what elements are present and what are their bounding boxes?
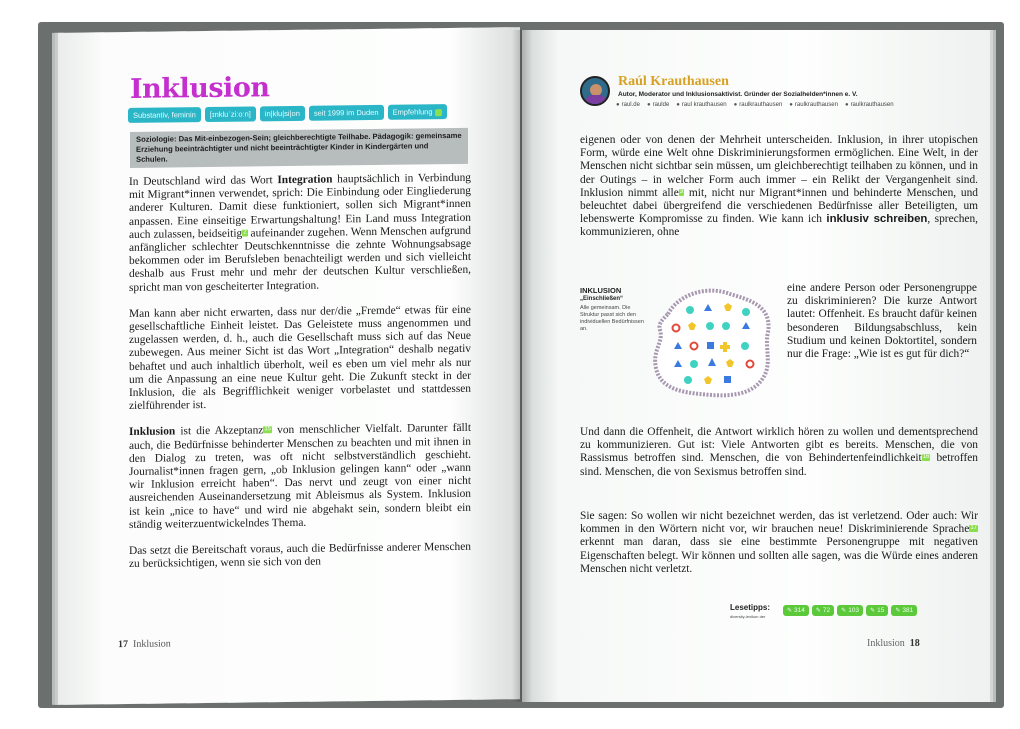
- lesetipps-list: [783, 605, 917, 616]
- text-run: betroffen sind. Menschen, die von Sexismus betroffen sind.: [580, 452, 978, 478]
- keyword-inklusiv-schreiben: inklusiv schreiben: [826, 213, 928, 226]
- inclusion-illustration: [650, 284, 776, 402]
- tag-pronunciation[interactable]: [ɪnkluˈziːoːn]: [205, 106, 256, 122]
- lesetipp-link[interactable]: ✎ 381: [891, 605, 917, 616]
- word-tags: [128, 104, 447, 123]
- social-link-1[interactable]: ● raulde: [647, 102, 669, 108]
- lesetipps-label: Lesetipps:: [730, 603, 771, 612]
- tag-recommendation[interactable]: [388, 104, 447, 120]
- right-page: [522, 30, 990, 702]
- infobox-description: Alle gemeinsam. Die Struktur passt sich den individuellen Bedürfnissen an.: [580, 305, 644, 332]
- social-link-4[interactable]: ● raulkrauthausen: [789, 102, 838, 108]
- text-run: In Deutschland wird das Wort: [129, 174, 278, 188]
- lesetipp-link[interactable]: ✎ 103: [837, 605, 863, 616]
- lesetipp-link[interactable]: ✎ 72: [812, 605, 834, 616]
- right-footer: [867, 638, 920, 649]
- page-title: Inklusion: [130, 72, 270, 105]
- paragraph: [580, 134, 978, 240]
- book-gutter: [512, 30, 532, 702]
- text-run: hauptsächlich in Verbindung mit Migrant*innen verwendet, sprich: Die Einbindung oder Eingliederung anderer Kulturen. Damit diese funktioniert, sollen sich Migrant*innen anpassen. Eine einseitige Erwartungshaltung! Ein Land muss Integration auch zulassen, beidseitig: [129, 171, 471, 241]
- shape-teal-circle: [706, 322, 714, 330]
- avatar: [580, 76, 610, 106]
- left-body-text: [129, 172, 471, 585]
- text-run: Sie sagen: So wollen wir nicht bezeichnet werden, das ist verletzend. Oder auch: Wir kommen in den Wörtern nicht vor, wir brauchen neue! Diskriminierende Sprache: [580, 510, 978, 536]
- shape-teal-circle: [722, 322, 730, 330]
- tag-word-class[interactable]: Substantiv, feminin: [128, 107, 201, 123]
- tag-duden[interactable]: seit 1999 im Duden: [309, 105, 384, 121]
- footnote-marker[interactable]: 3: [679, 188, 684, 195]
- shape-blue-square: [707, 342, 714, 349]
- paragraph: [129, 172, 471, 295]
- shape-teal-circle: [741, 342, 749, 350]
- check-icon: [435, 109, 442, 116]
- infobox-subheading: „Einschließen“: [580, 296, 624, 302]
- social-link-website[interactable]: ● raul.de: [616, 102, 640, 108]
- lesetipp-link[interactable]: ✎ 314: [783, 605, 809, 616]
- social-links: [616, 102, 894, 108]
- social-link-3[interactable]: ● raulkrauthausen: [734, 102, 783, 108]
- shape-teal-circle: [684, 376, 692, 384]
- shape-teal-circle: [686, 306, 694, 314]
- text-run: eigenen oder von denen der Mehrheit unterscheiden. Inklusion, in ihrer utopischen Form, würde eine Welt ohne Diskriminierungsformen ermöglichen. Eine Welt, in der Menschen nicht sichtbar sein müssen, um gleichberechtigt teilhaben zu können, und in der Outings – in welcher Form auch immer – ein Relikt der Vergangenheit sind. Inklusion nimmt alle: [580, 134, 978, 199]
- footer-title: Inklusion: [867, 638, 905, 649]
- infobox-heading: INKLUSION: [580, 286, 622, 295]
- page-number: 17: [118, 638, 128, 651]
- shape-teal-circle: [742, 308, 750, 316]
- paragraph: Das setzt die Bereitschaft voraus, auch die Bedürfnisse anderer Menschen zu berücksichtigen, wenn sie sich von den: [129, 540, 471, 571]
- left-footer: [118, 638, 171, 650]
- text-run: mit, nicht nur Migrant*innen und behinderte Menschen, und beleuchtet dabei übergreifend die verschiedenen Bedürfnisse aller Beteiligten, um lebenswerte Kompromisse zu finden. Wie kann ich: [580, 186, 978, 226]
- tag-recommendation-label: Empfehlung: [392, 107, 433, 117]
- paragraph: Man kann aber nicht erwarten, dass nur der/die „Fremde“ etwas für eine gesellschaftliche Einheit leistet. Das Geleistete muss angenommen und zugelassen werden, d. h., auch die Gesellschaft muss sich auf das Neue zubewegen. Aus meiner Sicht ist das Wort „Integration“ deshalb negativ behaftet und auch inhaltlich überholt, weil es eben um viel mehr als nur um die Anpassung an eine neue Kultur geht. Die Zukunft steckt in der Inklusion, die als Begrifflichkeit weniger vorbelastet und stattdessen zielführender ist.: [129, 303, 471, 413]
- footnote-marker[interactable]: 15: [264, 426, 272, 433]
- paragraph: [580, 426, 978, 479]
- text-run: aufeinander zugehen. Wenn Menschen aufgrund anfänglicher schlechter Deutschkenntnisse die zehnte Wohnungsabsage bekommen oder im Berufsleben benachteiligt werden und sich vielleicht deshalb aus Frust mehr und mehr der deutschen Kultur verschließen, spricht man von gescheiterter Integration.: [129, 224, 471, 294]
- paragraph: [129, 422, 471, 532]
- lesetipp-link[interactable]: ✎ 15: [866, 605, 888, 616]
- social-link-2[interactable]: ● raul krauthausen: [676, 102, 726, 108]
- footnote-marker[interactable]: 17: [970, 525, 977, 532]
- keyword-inklusion: Inklusion: [129, 425, 176, 439]
- tag-syllables[interactable]: in|klu|si|on: [260, 106, 305, 122]
- author-name: Raúl Krauthausen: [618, 74, 729, 89]
- shape-blue-square: [724, 376, 731, 383]
- shape-teal-circle: [690, 360, 698, 368]
- page-number: 18: [909, 638, 920, 649]
- left-page: [58, 27, 520, 705]
- footnote-marker[interactable]: 16: [922, 454, 930, 461]
- text-run: ist die Akzeptanz: [175, 424, 264, 438]
- paragraph: [580, 510, 978, 576]
- footnote-marker[interactable]: 2: [243, 229, 247, 236]
- text-run: , sprechen, kommunizieren, ohne: [580, 213, 978, 239]
- avatar-body: [585, 95, 607, 106]
- definition-box: Soziologie: Das Mit-einbezogen-Sein; gleichberechtigte Teilhabe. Pädagogik: gemeinsame Erziehung beeinträchtigter und nicht beeinträchtigter Kinder in Kindergärten und Schulen.: [130, 128, 468, 168]
- author-role: Autor, Moderator und Inklusionsaktivist. Gründer der Sozialhelden*innen e. V.: [618, 91, 858, 98]
- keyword-integration: Integration: [277, 173, 333, 187]
- text-run: Und dann die Offenheit, die Antwort wirklich hören zu wollen und dementsprechend zu kommunizieren. Gut ist: Viele Antworten gibt es bereits. Menschen, die von Rassismus betroffen sind. Menschen, die von Behindertenfeindlichkeit: [580, 426, 978, 465]
- paragraph: eine andere Person oder Personengruppe zu diskriminieren? Die kurze Antwort lautet: Offenheit. Es braucht dafür keinen besonderen Bildungsabschluss, kein Studium und keinen Doktortitel, sondern nur die Frage: „Wie ist es gut für dich?“: [787, 282, 977, 361]
- footer-title: Inklusion: [133, 638, 171, 650]
- social-link-5[interactable]: ● raulkrauthausen: [845, 102, 894, 108]
- text-run: von menschlicher Vielfalt. Darunter fällt auch, die Bedürfnisse behinderter Menschen zu beachten und mit ihnen in den Dialog zu treten, was oft nicht selbstverständlich geschieht. Journalist*innen fragen gern, „ob Inklusion gelingen kann“ oder „wann wir Inklusion erreicht haben“. Das nervt und zeugt von einer nicht ausreichenden Auseinandersetzung mit Ableismus als System. Inklusion ist kein „nice to have“ und wird nie abgehakt sein, sondern bleibt ein ständig weiterzuentwickelndes Thema.: [129, 422, 471, 531]
- lesetipps-sublabel: diversity-lexikon der: [730, 614, 766, 619]
- text-run: erkennt man daran, dass sie eine bestimmte Personengruppe mit negativen Eigenschaften belegt. Wir können und sollten alle sagen, was die Würde eines anderen Menschen nicht verletzt.: [580, 536, 978, 575]
